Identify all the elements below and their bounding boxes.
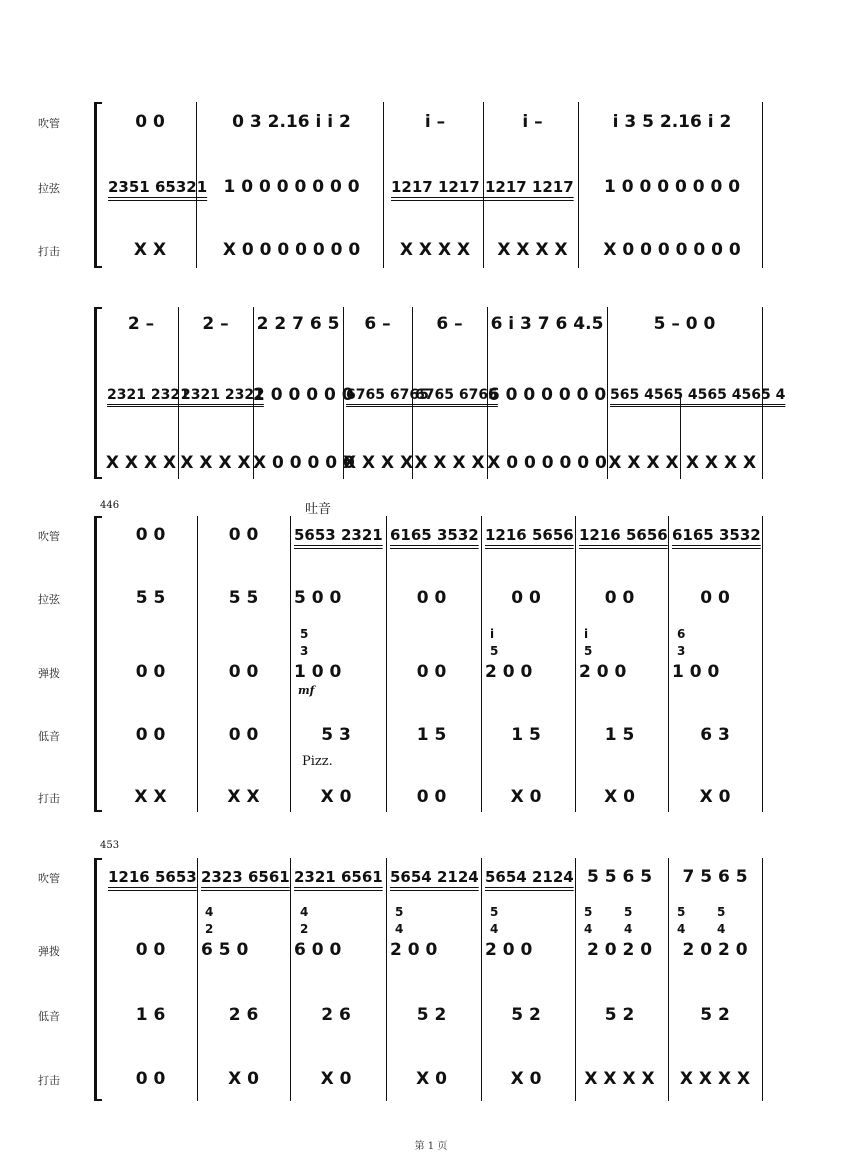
measure: 6765 6765	[346, 387, 429, 403]
measure: 5653 2321	[294, 526, 383, 544]
measure: 2 0 0	[579, 662, 627, 682]
barline	[290, 858, 291, 1101]
measure: X X X X	[105, 453, 177, 473]
label-daji: 打击	[38, 792, 60, 805]
measure: 2321 2321	[181, 387, 264, 403]
label-chuiguan: 吹管	[38, 530, 60, 543]
system-bracket	[94, 102, 103, 268]
staff-chuiguan	[104, 110, 764, 134]
staff-diyin	[104, 1003, 764, 1027]
staff-laxian	[104, 383, 786, 407]
measure: 1216 5656	[485, 526, 574, 544]
measure: 0 0	[135, 1069, 166, 1089]
chord-upper-notes: 5 4	[717, 905, 726, 936]
measure: X X X X	[399, 240, 471, 260]
system-2	[0, 303, 862, 483]
measure: 2321 2321	[107, 387, 190, 403]
measure: 2 0 0	[485, 940, 533, 960]
measure: X 0 0 0 0 0 0 0	[222, 240, 361, 260]
measure: 1216 5653	[108, 868, 197, 886]
measure: X X	[133, 240, 167, 260]
staff-daji	[104, 1067, 764, 1091]
label-daji: 打击	[38, 1074, 60, 1087]
measure: 0 0	[228, 725, 259, 745]
system-4	[0, 840, 862, 1105]
measure: X X X X	[414, 453, 485, 473]
measure: 0 0	[135, 940, 166, 960]
measure: 6 0 0 0 0 0 0	[487, 385, 607, 405]
measure: 0 0	[416, 588, 447, 608]
measure: 6 i 3 7 6 4.5	[490, 314, 604, 334]
measure: 5 2	[604, 1005, 635, 1025]
measure: 0 0	[700, 588, 730, 608]
measure: 1 0 0 0 0 0 0 0	[603, 177, 741, 197]
measure: X X X X	[685, 453, 757, 473]
measure: X 0	[416, 1069, 447, 1089]
chord-upper-notes: 6 3	[677, 627, 686, 658]
chord-upper-notes: 5 4	[490, 905, 499, 936]
measure: 2 –	[127, 314, 155, 334]
measure: 1 5	[604, 725, 635, 745]
measure: 5 5	[228, 588, 259, 608]
measure: X X X X	[608, 453, 679, 473]
measure: 5 – 0 0	[653, 314, 716, 334]
measure: X 0	[699, 787, 731, 807]
label-diyin: 低音	[38, 730, 60, 743]
measure: 6 –	[436, 314, 463, 334]
measure: 1 0 0	[294, 662, 342, 682]
measure: 2 6	[321, 1005, 351, 1025]
chord-upper-notes: 5 4	[395, 905, 404, 936]
barline	[386, 858, 387, 1101]
system-1	[0, 96, 862, 271]
label-laxian: 拉弦	[38, 593, 60, 606]
measure: 5 2	[511, 1005, 541, 1025]
measure: 0 0	[135, 525, 166, 545]
system-bracket	[94, 858, 103, 1101]
measure: 5 2	[700, 1005, 730, 1025]
barline	[481, 858, 482, 1101]
label-chuiguan: 吹管	[38, 117, 60, 130]
measure: 5 2	[416, 1005, 447, 1025]
measure: 1 0 0 0 0 0 0 0	[223, 177, 360, 197]
measure: 5 5 6 5	[586, 867, 653, 887]
staff-daji	[104, 785, 764, 809]
measure: X 0	[604, 787, 635, 807]
measure: X 0 0 0 0 0	[253, 453, 355, 473]
measure: X X X X	[679, 1069, 751, 1089]
measure: X 0	[228, 1069, 259, 1089]
measure: 6 5 0	[201, 940, 249, 960]
measure: 6165 3532	[390, 526, 479, 544]
chord-upper-notes: i 5	[490, 627, 499, 658]
measure: X 0 0 0 0 0 0	[487, 453, 607, 473]
measure: X X	[134, 787, 167, 807]
measure: 0 0	[135, 112, 165, 132]
measure: 2 0 0 0 0 0	[253, 385, 354, 405]
measure: X X X X	[343, 453, 414, 473]
measure: X X X X	[584, 1069, 655, 1089]
chord-upper-notes: 5 3	[300, 627, 309, 658]
measure: 7 5 6 5	[682, 867, 748, 887]
staff-laxian	[104, 586, 764, 610]
measure: 5 3	[321, 725, 351, 745]
measure: 2 0 2 0	[586, 940, 653, 960]
measure: X 0	[510, 1069, 542, 1089]
measure: 0 0	[416, 662, 447, 682]
measure-number: 453	[100, 840, 120, 851]
staff-daji	[104, 238, 764, 262]
measure: 2351 65321	[108, 178, 208, 196]
chord-upper-notes: 4 2	[300, 905, 309, 936]
measure: X X X X	[180, 453, 251, 473]
measure: 5654 2124	[390, 868, 479, 886]
pizz-marking: Pizz.	[302, 754, 333, 769]
label-chuiguan: 吹管	[38, 872, 60, 885]
measure: 0 3 2.16 i i 2	[232, 112, 351, 132]
label-diyin: 低音	[38, 1010, 60, 1023]
measure: 6 0 0	[294, 940, 342, 960]
staff-diyin	[104, 723, 764, 747]
measure: 0 0	[511, 588, 541, 608]
staff-daji	[104, 451, 764, 475]
system-bracket	[94, 516, 103, 812]
measure: 0 0	[604, 588, 635, 608]
measure: 6 –	[364, 314, 391, 334]
chord-upper-notes: 4 2	[205, 905, 214, 936]
measure-number: 446	[100, 500, 120, 511]
staff-tanbo	[104, 660, 764, 684]
measure: 2 6	[228, 1005, 259, 1025]
dynamic-mf: mf	[298, 684, 315, 697]
label-tanbo: 弹拨	[38, 667, 60, 680]
measure: 6765 6765	[415, 387, 498, 403]
measure: i 3 5 2.16 i 2	[612, 112, 732, 132]
barline	[197, 858, 198, 1101]
measure: 2 –	[202, 314, 229, 334]
measure: X 0	[510, 787, 542, 807]
measure: 2323 6561	[201, 868, 290, 886]
staff-chuiguan	[104, 523, 764, 547]
measure: 5 0 0	[294, 588, 342, 608]
staff-laxian	[104, 175, 764, 199]
chord-upper-notes: 5 4	[584, 905, 593, 936]
barline	[762, 858, 763, 1101]
measure: X X	[227, 787, 260, 807]
measure: 6165 3532	[672, 526, 761, 544]
measure: 6 3	[700, 725, 730, 745]
measure: X 0	[320, 1069, 352, 1089]
label-tanbo: 弹拨	[38, 945, 60, 958]
measure: X 0	[320, 787, 352, 807]
measure: 2 0 0	[390, 940, 438, 960]
label-daji: 打击	[38, 245, 60, 258]
system-3	[0, 498, 862, 816]
barline	[575, 858, 576, 1101]
staff-tanbo	[104, 938, 764, 962]
measure: 2 0 2 0	[682, 940, 748, 960]
measure: 2 0 0	[485, 662, 533, 682]
measure: 1 5	[416, 725, 447, 745]
measure: X 0 0 0 0 0 0 0	[603, 240, 741, 260]
measure: 0 0	[135, 662, 166, 682]
staff-chuiguan	[104, 865, 764, 889]
chord-upper-notes: i 5	[584, 627, 593, 658]
chord-upper-notes: 5 4	[677, 905, 686, 936]
measure: i –	[522, 112, 543, 132]
chord-upper-notes: 5 4	[624, 905, 633, 936]
measure: 2321 6561	[294, 868, 383, 886]
measure: 0 0	[228, 525, 259, 545]
staff-chuiguan	[104, 312, 764, 336]
measure: 1 0 0	[672, 662, 720, 682]
system-bracket	[94, 307, 103, 479]
measure: 1 5	[511, 725, 541, 745]
measure: i –	[424, 112, 446, 132]
measure: X X X X	[497, 240, 568, 260]
barline	[668, 858, 669, 1101]
label-laxian: 拉弦	[38, 182, 60, 195]
tuyin-marking: 吐音	[305, 502, 332, 517]
measure: 0 0	[416, 787, 447, 807]
measure: 1 6	[135, 1005, 166, 1025]
measure: 5 5	[135, 588, 166, 608]
measure: 1216 5656	[579, 526, 668, 544]
measure: 565 4565 4565 4565 4	[610, 387, 786, 403]
measure: 2 2 7 6 5	[256, 314, 340, 334]
measure: 0 0	[228, 662, 259, 682]
measure: 5654 2124	[485, 868, 574, 886]
page-footer: 第 1 页	[414, 1141, 448, 1152]
measure: 1217 1217 1217 1217	[391, 178, 574, 196]
measure: 0 0	[135, 725, 166, 745]
